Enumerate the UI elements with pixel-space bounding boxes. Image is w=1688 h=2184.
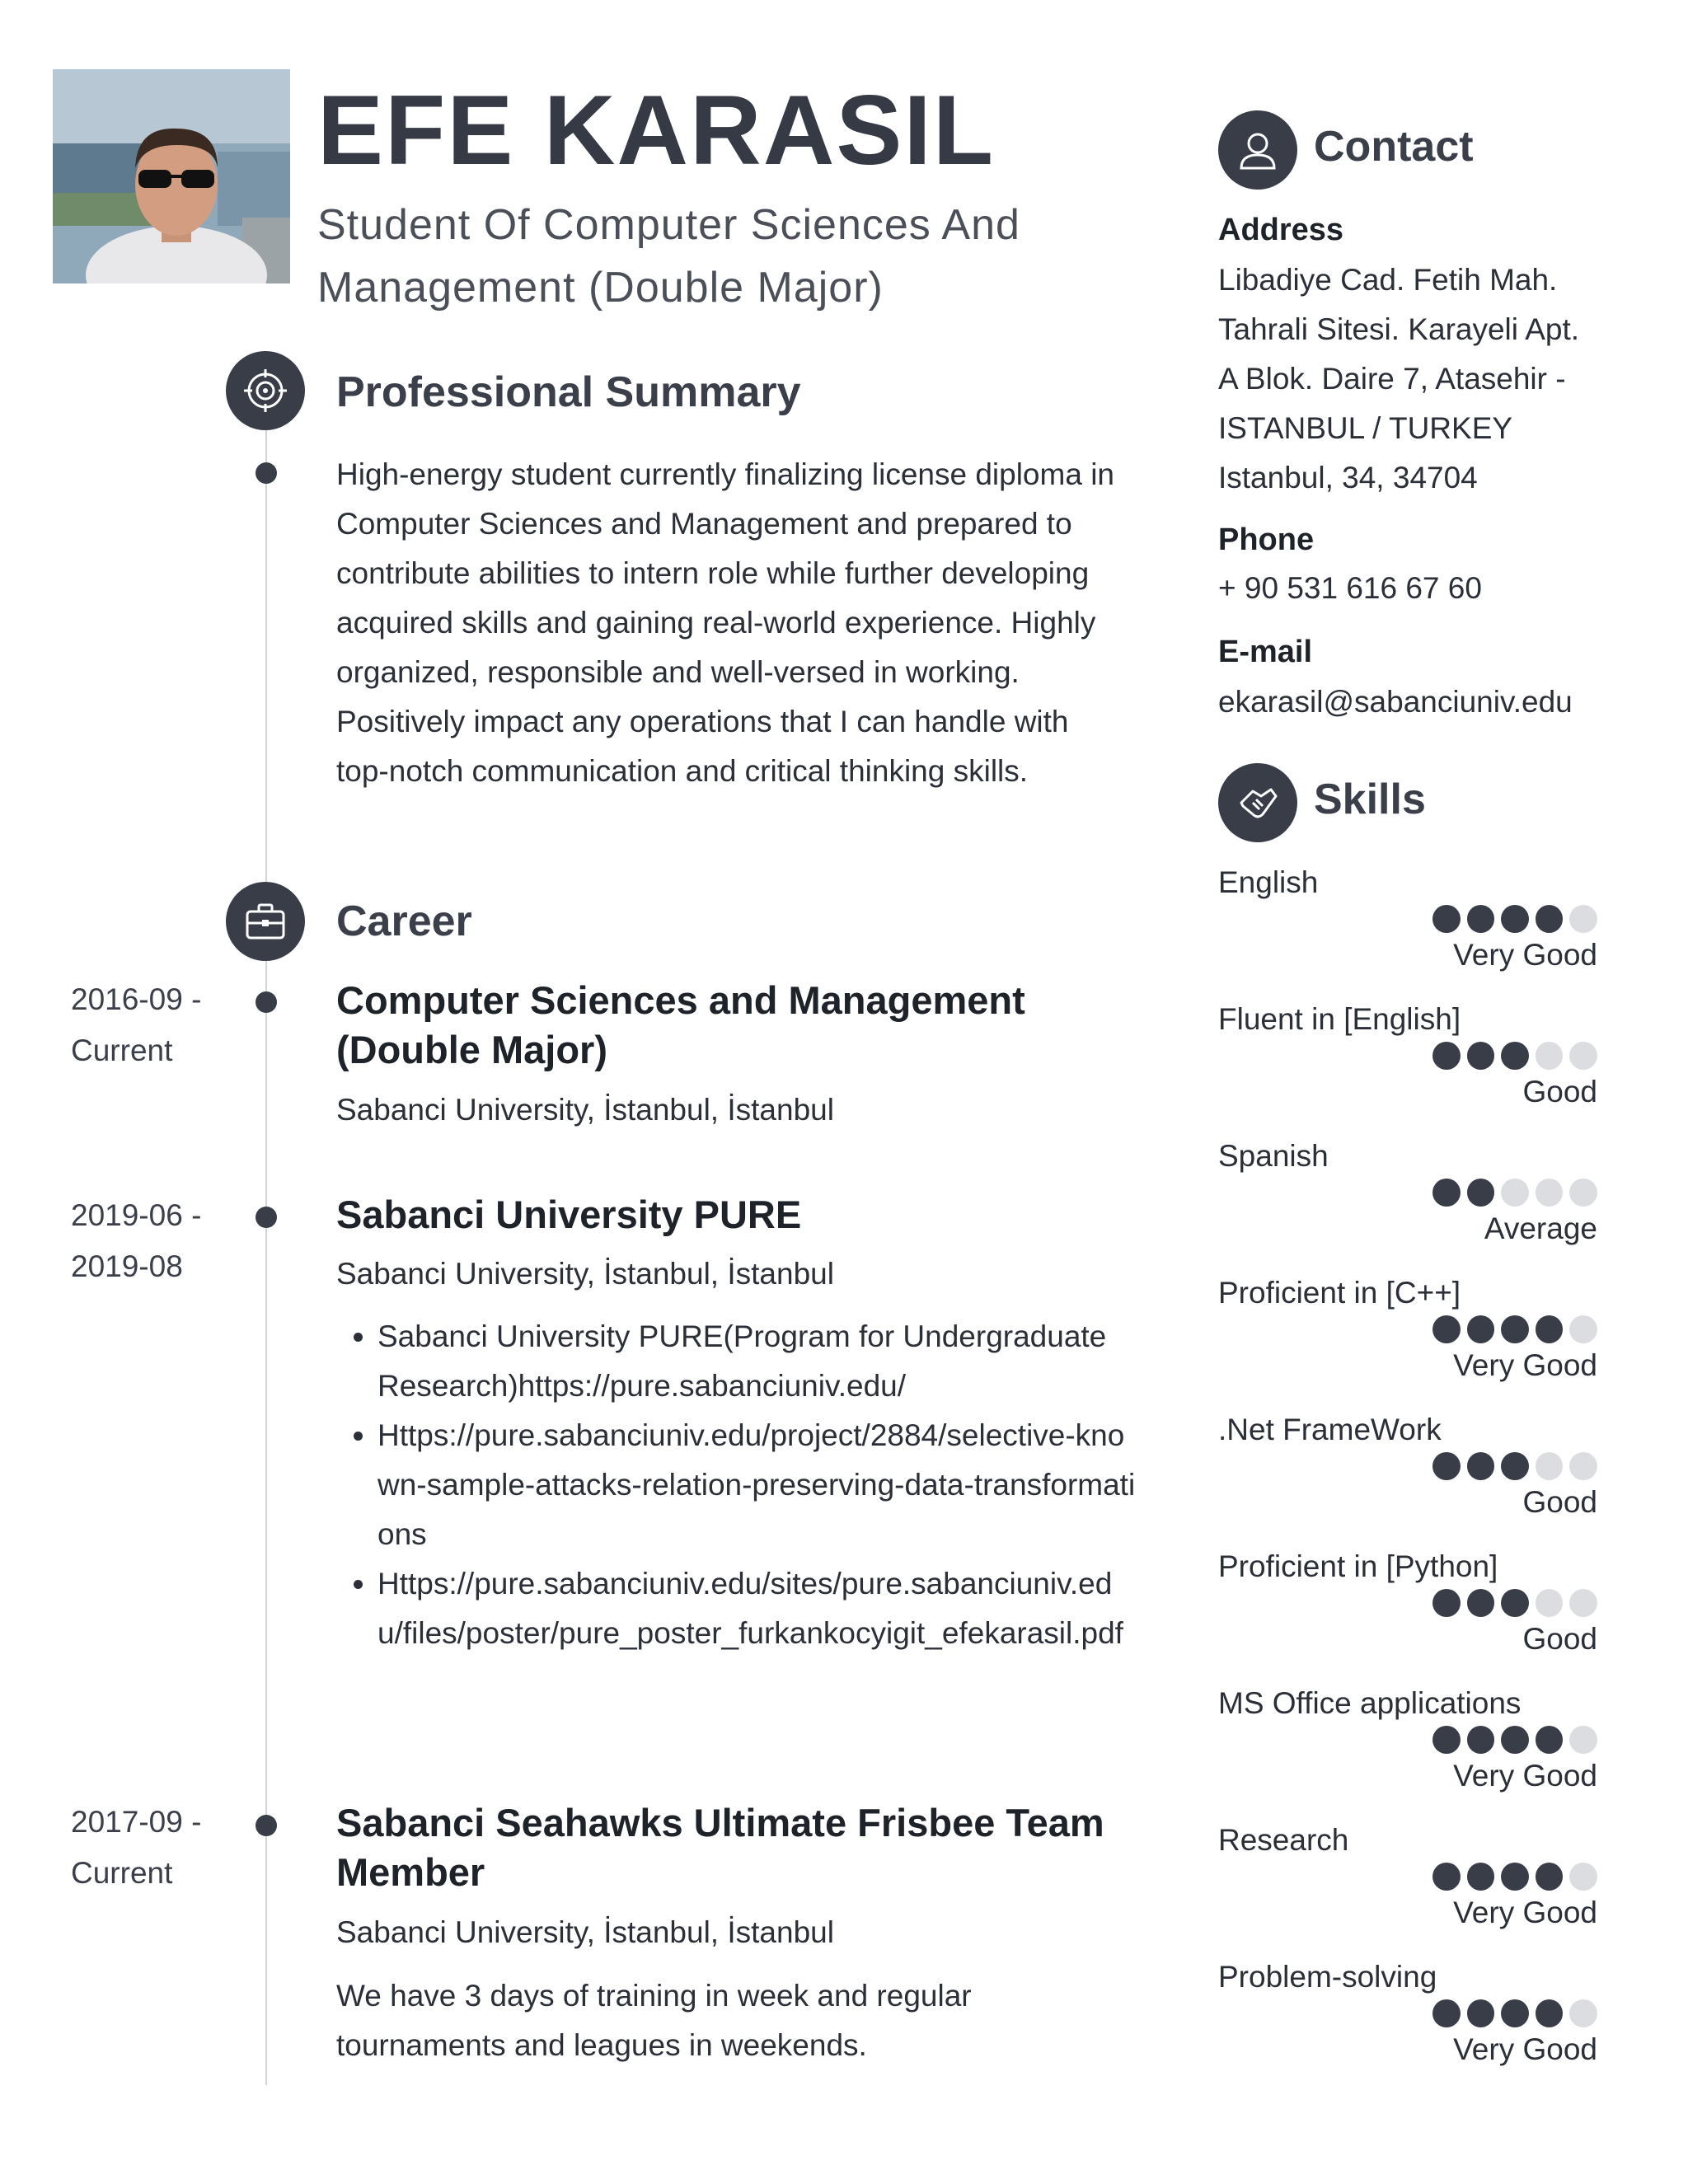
skill-rating — [1432, 1452, 1597, 1480]
skill-name: Problem-solving — [1218, 1960, 1437, 1994]
rating-dot-filled — [1536, 1863, 1564, 1891]
address-value — [1218, 255, 1630, 503]
skill-level-label: Very Good — [1453, 1759, 1597, 1793]
briefcase-icon — [226, 882, 305, 961]
rating-dot-filled — [1501, 1315, 1529, 1343]
rating-dot-empty — [1536, 1452, 1564, 1480]
skill-level-label: Very Good — [1453, 938, 1597, 972]
timeline-dot — [256, 462, 277, 484]
career-date-end: Current — [71, 1033, 173, 1067]
person-icon — [1218, 110, 1297, 190]
career-item-description: We have 3 days of training in week and regular tournaments and leagues in weekends. — [336, 1979, 972, 2062]
skill-rating — [1432, 1042, 1597, 1070]
rating-dot-filled — [1467, 905, 1495, 933]
rating-dot-filled — [1467, 1863, 1495, 1891]
rating-dot-filled — [1536, 1999, 1564, 2027]
rating-dot-filled — [1501, 1999, 1529, 2027]
skill-rating — [1432, 1315, 1597, 1343]
rating-dot-filled — [1432, 905, 1461, 933]
career-item-date — [71, 1190, 236, 1292]
career-item-location: Sabanci University, İstanbul, İstanbul — [336, 1257, 834, 1291]
skill-rating — [1432, 1726, 1597, 1754]
target-icon — [226, 351, 305, 430]
rating-dot-empty — [1569, 1179, 1597, 1207]
skill-level-label: Very Good — [1453, 1896, 1597, 1929]
skill-rating — [1432, 1999, 1597, 2027]
rating-dot-filled — [1432, 1999, 1461, 2027]
skill-name: English — [1218, 865, 1319, 899]
skill-name: Proficient in [C++] — [1218, 1276, 1461, 1310]
career-item-title: Computer Sciences and Management (Double Major) — [336, 978, 1025, 1071]
rating-dot-filled — [1432, 1042, 1461, 1070]
rating-dot-filled — [1432, 1452, 1461, 1480]
career-item-title: Sabanci Seahawks Ultimate Frisbee Team Member — [336, 1801, 1104, 1894]
skill-level-label: Good — [1522, 1075, 1597, 1108]
rating-dot-filled — [1432, 1179, 1461, 1207]
rating-dot-filled — [1467, 1452, 1495, 1480]
skill-level-label: Good — [1522, 1622, 1597, 1656]
skill-rating — [1432, 1179, 1597, 1207]
career-date-start: 2019-06 - — [71, 1198, 202, 1232]
rating-dot-empty — [1569, 1042, 1597, 1070]
rating-dot-empty — [1536, 1589, 1564, 1617]
rating-dot-filled — [1501, 1042, 1529, 1070]
candidate-name: EFE KARASIL — [317, 75, 996, 185]
rating-dot-empty — [1569, 1863, 1597, 1891]
skill-name: Fluent in [English] — [1218, 1002, 1461, 1036]
skill-name: Proficient in [Python] — [1218, 1549, 1498, 1583]
skill-rating — [1432, 1863, 1597, 1891]
rating-dot-filled — [1432, 1726, 1461, 1754]
rating-dot-filled — [1467, 1999, 1495, 2027]
skill-level-label: Average — [1484, 1212, 1597, 1245]
phone-value[interactable]: + 90 531 616 67 60 — [1218, 571, 1482, 605]
profile-photo — [53, 69, 290, 284]
skill-name: .Net FrameWork — [1218, 1413, 1442, 1446]
rating-dot-filled — [1467, 1179, 1495, 1207]
rating-dot-filled — [1432, 1863, 1461, 1891]
skill-name: Spanish — [1218, 1139, 1329, 1173]
rating-dot-empty — [1569, 1452, 1597, 1480]
rating-dot-filled — [1467, 1589, 1495, 1617]
timeline-dot — [256, 991, 277, 1013]
address-line: ISTANBUL / TURKEY — [1218, 411, 1513, 445]
email-label: E-mail — [1218, 635, 1313, 669]
career-date-end: 2019-08 — [71, 1249, 183, 1283]
handshake-icon — [1218, 763, 1297, 842]
rating-dot-filled — [1501, 1726, 1529, 1754]
rating-dot-filled — [1467, 1726, 1495, 1754]
career-item-title: Sabanci University PURE — [336, 1193, 802, 1236]
address-label: Address — [1218, 213, 1344, 247]
rating-dot-empty — [1536, 1179, 1564, 1207]
career-date-start: 2017-09 - — [71, 1805, 202, 1839]
address-line: Tahrali Sitesi. Karayeli Apt. — [1218, 312, 1580, 346]
skill-rating — [1432, 1589, 1597, 1617]
rating-dot-filled — [1467, 1315, 1495, 1343]
summary-text: High-energy student currently finalizing license diploma in Computer Sciences and Management and prepared to contribute abilities to intern role while further developing acquired skills and gaining real-world experience. Highly organized, responsible and well-versed in working. Positively impact any operations that I can handle with top-notch communication and critical thinking skills. — [336, 457, 1114, 788]
address-line: A Blok. Daire 7, Atasehir - — [1218, 362, 1566, 396]
rating-dot-filled — [1432, 1315, 1461, 1343]
timeline-dot — [256, 1207, 277, 1228]
rating-dot-empty — [1569, 1589, 1597, 1617]
skills-section-title: Skills — [1314, 776, 1426, 823]
skill-name: MS Office applications — [1218, 1686, 1522, 1720]
rating-dot-filled — [1501, 905, 1529, 933]
rating-dot-empty — [1569, 1315, 1597, 1343]
career-date-start: 2016-09 - — [71, 982, 202, 1016]
career-item-date — [71, 974, 236, 1076]
career-item-bullets — [336, 1312, 1136, 1658]
rating-dot-filled — [1432, 1589, 1461, 1617]
bullet-item: • Sabanci University PURE(Program for Undergraduate Research)https://pure.sabanciuniv.edu/ — [377, 1312, 1136, 1411]
rating-dot-filled — [1536, 1726, 1564, 1754]
skill-level-label: Good — [1522, 1485, 1597, 1519]
rating-dot-filled — [1501, 1452, 1529, 1480]
address-line: Istanbul, 34, 34704 — [1218, 461, 1478, 494]
skill-name: Research — [1218, 1823, 1349, 1857]
career-item-date — [71, 1797, 236, 1899]
skill-level-label: Very Good — [1453, 2032, 1597, 2066]
phone-label: Phone — [1218, 523, 1315, 557]
summary-section-title: Professional Summary — [336, 368, 801, 416]
contact-section-title: Contact — [1314, 123, 1474, 171]
profile-photo-image — [53, 69, 290, 284]
rating-dot-filled — [1536, 1315, 1564, 1343]
career-item-location: Sabanci University, İstanbul, İstanbul — [336, 1093, 834, 1127]
rating-dot-empty — [1569, 1726, 1597, 1754]
address-line: Libadiye Cad. Fetih Mah. — [1218, 263, 1558, 297]
rating-dot-filled — [1536, 905, 1564, 933]
rating-dot-empty — [1569, 905, 1597, 933]
rating-dot-empty — [1501, 1179, 1529, 1207]
skill-level-label: Very Good — [1453, 1348, 1597, 1382]
rating-dot-empty — [1536, 1042, 1564, 1070]
rating-dot-filled — [1467, 1042, 1495, 1070]
email-value[interactable]: ekarasil@sabanciuniv.edu — [1218, 685, 1573, 719]
skill-rating — [1432, 905, 1597, 933]
rating-dot-filled — [1501, 1589, 1529, 1617]
rating-dot-empty — [1569, 1999, 1597, 2027]
timeline-dot — [256, 1815, 277, 1836]
candidate-subtitle: Student Of Computer Sciences And Management (Double Major) — [317, 201, 1020, 312]
career-section-title: Career — [336, 898, 472, 945]
career-date-end: Current — [71, 1856, 173, 1890]
rating-dot-filled — [1501, 1863, 1529, 1891]
bullet-item: • Https://pure.sabanciuniv.edu/project/2884/selective-known-sample-attacks-relation-preserving-data-transformations — [377, 1411, 1136, 1559]
bullet-item: • Https://pure.sabanciuniv.edu/sites/pure.sabanciuniv.edu/files/poster/pure_poster_furkankocyigit_efekarasil.pdf — [377, 1559, 1136, 1658]
career-item-location: Sabanci University, İstanbul, İstanbul — [336, 1915, 834, 1949]
